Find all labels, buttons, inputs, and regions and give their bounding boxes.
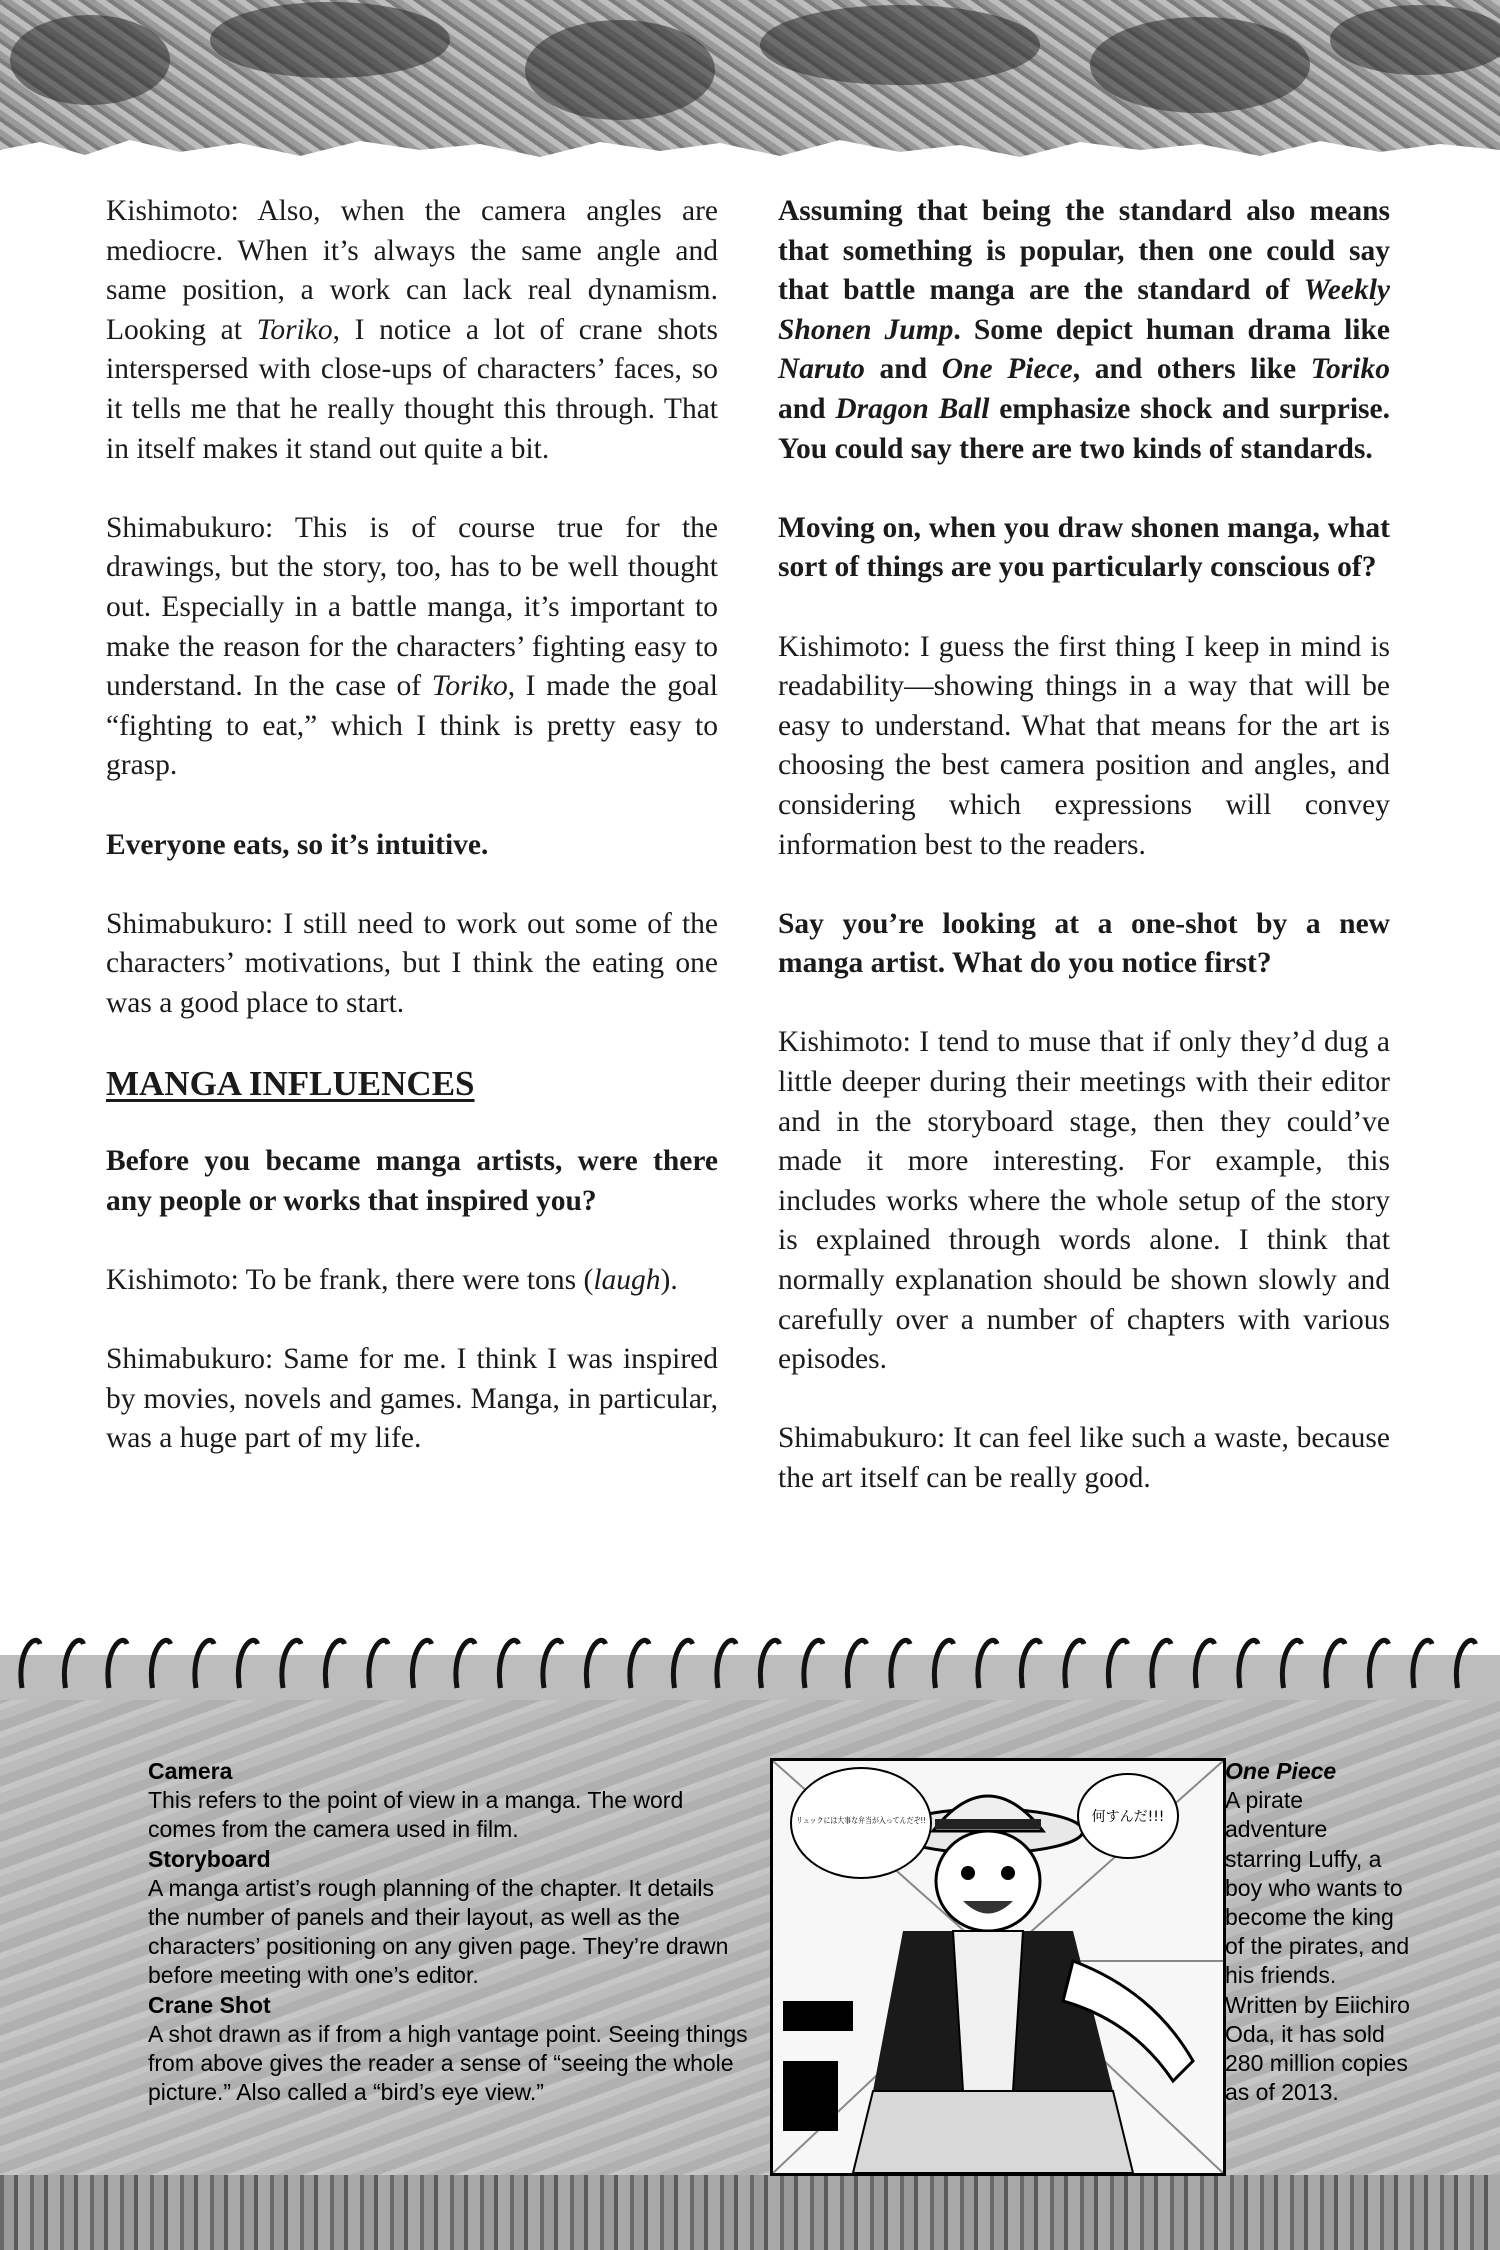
section-heading: MANGA INFLUENCES <box>106 1064 475 1104</box>
manga-panel-image <box>770 1758 1226 2176</box>
glossary-definition: A shot drawn as if from a high vantage point. Seeing things from above gives the reader a sense of “seeing the whole picture.” Also called a “bird’s eye view.” <box>148 2020 748 2106</box>
interview-question: Everyone eats, so it’s intuitive. <box>106 828 489 861</box>
paragraph: Kishimoto: Also, when the camera angles are mediocre. When it’s always the same angle and same position, a work can lack real dynamism. Looking at Toriko, I notice a lot of crane shots interspersed with close-ups of characters’ faces, so it tells me that he really thought this through. That in itself makes it stand out quite a bit. <box>106 195 718 465</box>
glossary-term: Crane Shot <box>148 1991 271 2018</box>
bottom-artwork-band <box>0 2175 1500 2250</box>
paragraph: Kishimoto: I guess the first thing I keep in mind is readability—showing things in a way that will be easy to understand. What that means for the art is choosing the best camera position and angles, and considering which expressions will convey information best to the readers. <box>778 630 1390 861</box>
glossary <box>148 1757 748 2107</box>
interview-question: Moving on, when you draw shonen manga, what sort of things are you particularly conscious of? <box>778 511 1390 584</box>
paragraph: Shimabukuro: I still need to work out some of the characters’ motivations, but I think the eating one was a good place to start. <box>106 907 718 1019</box>
torn-edge-decoration <box>0 0 1500 175</box>
interview-question: Say you’re looking at a one-shot by a new manga artist. What do you notice first? <box>778 907 1390 980</box>
note-title: One Piece <box>1225 1758 1337 1784</box>
paragraph: Shimabukuro: This is of course true for the drawings, but the story, too, has to be well thought out. Especially in a battle manga, it’s important to make the reason for the characters’ fighting easy to understand. In the case of Toriko, I made the goal “fighting to eat,” which I think is pretty easy to grasp. <box>106 511 718 782</box>
right-column <box>778 192 1390 1538</box>
paragraph: Kishimoto: I tend to muse that if only they’d dug a little deeper during their meetings with their editor and in the storyboard stage, then they could’ve made it more interesting. For example, this includes works where the whole setup of the story is explained through words alone. I think that normally explanation should be shown slowly and carefully over a number of chapters with various episodes. <box>778 1026 1390 1376</box>
interview-question: Before you became manga artists, were there any people or works that inspired you? <box>106 1145 718 1217</box>
spiral-binding <box>0 1630 1500 1700</box>
speech-bubble-text: 何すんだ!!! <box>1091 1809 1165 1825</box>
glossary-term: Camera <box>148 1758 233 1784</box>
paragraph: Shimabukuro: It can feel like such a waste, because the art itself can be really good. <box>778 1422 1390 1494</box>
left-column <box>106 192 718 1498</box>
speech-bubble-text: リュックには大事な弁当が入ってんだぞ!! <box>796 1816 947 1825</box>
note-description: A pirate adventure starring Luffy, a boy who wants to become the king of the pirates, and his friends. Written by Eiichiro Oda, it has sold 280 million copies as of 2013. <box>1225 1787 1410 2106</box>
interview-question: Assuming that being the standard also means that something is popular, then one could say that battle manga are the standard of Weekly Shonen Jump. Some depict human drama like Naruto and One Piece, and others like Toriko and Dragon Ball emphasize shock and surprise. You could say there are two kinds of standards. <box>778 195 1390 465</box>
paragraph: Shimabukuro: Same for me. I think I was inspired by movies, novels and games. Manga, in particular, was a huge part of my life. <box>106 1343 718 1455</box>
paragraph: Kishimoto: To be frank, there were tons (laugh). <box>106 1263 678 1296</box>
glossary-definition: This refers to the point of view in a manga. The word comes from the camera used in film. <box>148 1787 684 1843</box>
glossary-definition: A manga artist’s rough planning of the chapter. It details the number of panels and their layout, as well as the characters’ positioning on any given page. They’re drawn before meeting with one’s editor. <box>148 1874 729 1989</box>
glossary-term: Storyboard <box>148 1845 271 1872</box>
one-piece-note <box>1225 1757 1410 2107</box>
top-artwork-band <box>0 0 1500 175</box>
manga-illustration <box>773 1761 1223 2173</box>
